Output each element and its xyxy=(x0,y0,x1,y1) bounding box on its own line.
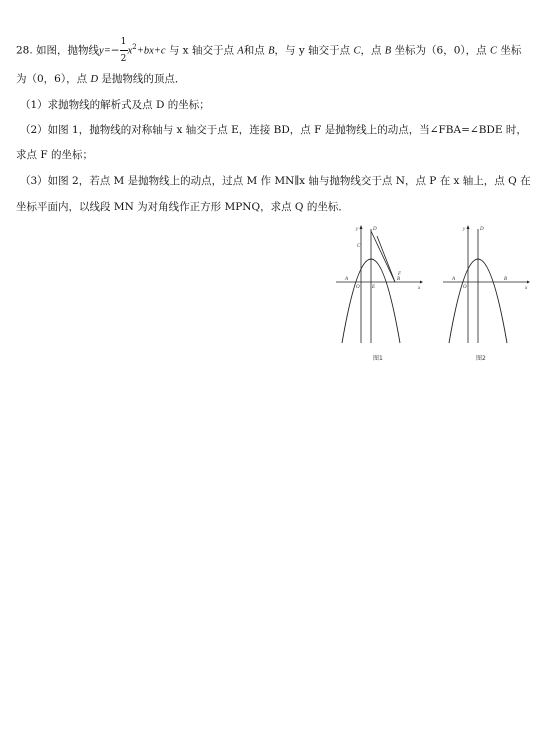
label-b: B xyxy=(397,277,401,282)
l1-b: 和点 xyxy=(243,44,265,57)
eq-y: y= xyxy=(99,45,111,57)
label-e: E xyxy=(372,285,376,290)
label-o: O xyxy=(463,285,467,290)
x-axis-arrow xyxy=(420,281,423,284)
problem-number: 28. xyxy=(16,44,33,57)
l1-c: ，与 y 轴交于点 xyxy=(274,44,351,57)
eq-sup: 2 xyxy=(132,43,137,51)
label-o: O xyxy=(356,285,360,290)
fraction-half xyxy=(120,36,128,64)
label-d: D xyxy=(480,227,484,232)
problem-line-1 xyxy=(16,36,522,64)
l2-b: 是抛物线的顶点． xyxy=(101,73,186,85)
point-b: B xyxy=(268,45,275,57)
label-x: x xyxy=(418,286,421,291)
y-axis-arrow xyxy=(467,225,470,229)
label-y: y xyxy=(356,227,359,232)
label-d: D xyxy=(373,227,377,232)
figure-2-caption: 图2 xyxy=(476,355,486,362)
question-2-line-1: （2）如图 1，抛物线的对称轴与 x 轴交于点 E，连接 BD，点 F 是抛物线上的动点，当∠FBA=∠BDE 时， xyxy=(20,124,527,136)
eq-rest: +bx+c xyxy=(136,45,166,57)
figure-1 xyxy=(334,223,424,363)
eq-x: x xyxy=(127,45,133,57)
question-2-line-2: 求点 F 的坐标； xyxy=(16,149,93,161)
label-c: C xyxy=(357,244,361,249)
l1-f: 坐标 xyxy=(500,44,522,57)
question-3-line-1: （3）如图 2，若点 M 是抛物线上的动点，过点 M 作 MN∥x 轴与抛物线交于点 N，点 P 在 x 轴上，点 Q 在 xyxy=(20,175,531,187)
segment-bf xyxy=(377,236,395,282)
figure-1-caption: 图1 xyxy=(373,355,383,362)
point-d: D xyxy=(90,74,99,85)
figure-2 xyxy=(441,223,531,363)
label-x: x xyxy=(525,286,528,291)
label-y: y xyxy=(463,227,466,232)
label-f: F xyxy=(398,272,402,277)
frac-bar xyxy=(120,50,128,51)
question-3-line-2: 坐标平面内，以线段 MN 为对角线作正方形 MPNQ，求点 Q 的坐标． xyxy=(16,201,349,213)
frac-denominator: 2 xyxy=(120,53,127,64)
problem-line-2 xyxy=(16,72,185,87)
intro-text: 如图，抛物线 xyxy=(36,44,100,57)
question-1: （1）求抛物线的解析式及点 D 的坐标； xyxy=(20,99,210,111)
point-c-2: C xyxy=(490,45,498,57)
point-b-2: B xyxy=(384,45,392,57)
x-axis-arrow xyxy=(527,281,530,284)
point-c: C xyxy=(353,45,361,57)
point-a: A xyxy=(237,45,244,57)
y-axis-arrow xyxy=(360,225,363,229)
eq-minus: − xyxy=(110,44,120,57)
label-b: B xyxy=(504,277,508,282)
l1-d: ，点 xyxy=(360,44,382,57)
l1-a: 与 x 轴交于点 xyxy=(168,44,234,57)
frac-numerator: 1 xyxy=(120,36,127,47)
l1-e: 坐标为（6，0），点 xyxy=(394,44,487,57)
label-a: A xyxy=(345,277,349,282)
label-a: A xyxy=(452,277,456,282)
l2-a: 为（0，6），点 xyxy=(16,73,88,85)
